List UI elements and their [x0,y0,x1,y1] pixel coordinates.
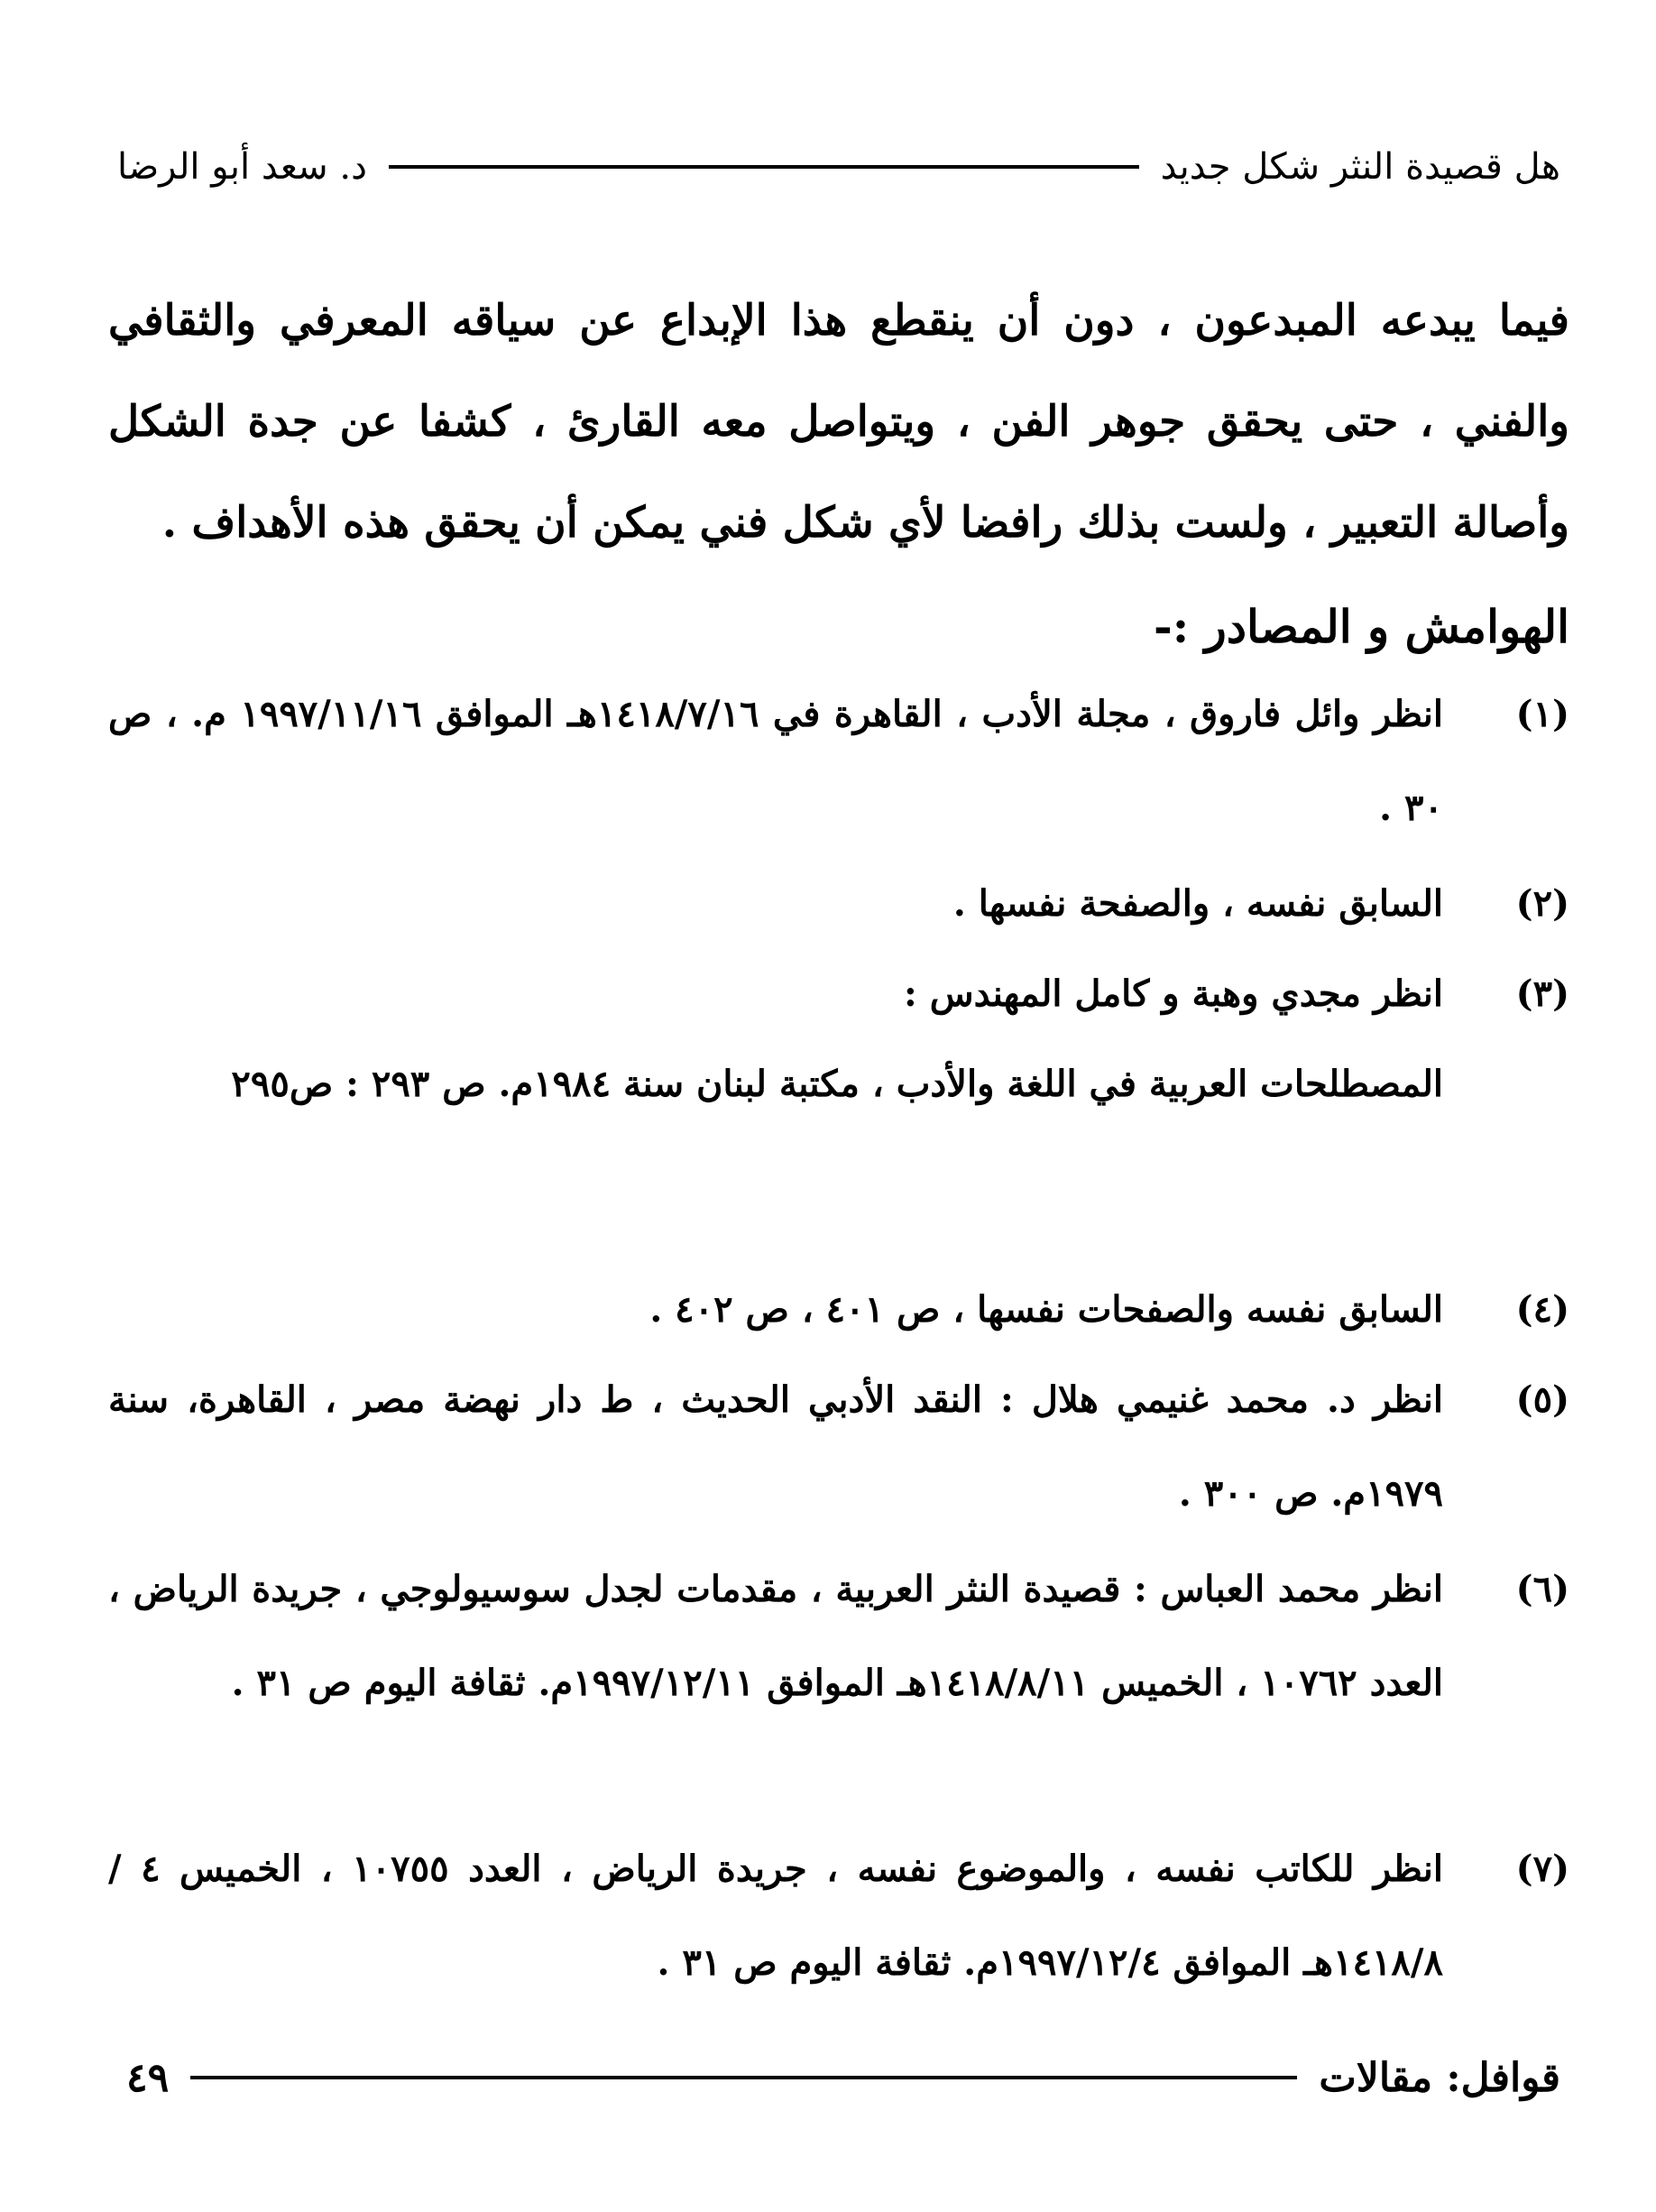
footnote-number: (٤) [1515,1288,1569,1331]
header-rule [389,165,1139,169]
footnote-number: (١) [1515,693,1569,735]
footnote-1 [108,668,1569,855]
footnote-text: السابق نفسه والصفحات نفسها ، ص ٤٠١ ، ص ٤٠٢ . [649,1288,1443,1331]
footnote-text: انظر مجدي وهبة و كامل المهندس : [904,972,1443,1015]
footnote-number: (٣) [1515,972,1569,1015]
header-title: هل قصيدة النثر شكل جديد [1160,146,1560,188]
body-paragraph: فيما يبدعه المبدعون ، دون أن ينقطع هذا الإبداع عن سياقه المعرفي والثقافي والفني ، حتى يحقق جوهر الفن ، ويتواصل معه القارئ ، كشفا عن جدة الشكل وأصالة التعبير ، ولست بذلك رافضا لأي شكل فني يمكن أن يحقق هذه الأهداف . [108,296,1569,548]
footnote-text: انظر للكاتب نفسه ، والموضوع نفسه ، جريدة الرياض ، العدد ١٠٧٥٥ ، الخميس ٤ /١٤١٨/٨هـ الموافق ١٩٩٧/١٢/٤م. ثقافة اليوم ص ٣١ . [108,1848,1443,1984]
footnote-number: (٥) [1515,1378,1569,1421]
footnote-7 [108,1822,1569,2010]
footnote-3 [108,947,1569,1041]
footnote-text: انظر وائل فاروق ، مجلة الأدب ، القاهرة في ١٤١٨/٧/١٦هـ الموافق ١٩٩٧/١١/١٦ م. ، ص ٣٠ . [108,693,1443,829]
footnote-6 [108,1543,1569,1730]
footnote-text: السابق نفسه ، والصفحة نفسها . [952,882,1443,925]
footnote-5 [108,1353,1569,1541]
footer-rule [190,2076,1297,2079]
footnote-text: انظر د. محمد غنيمي هلال : النقد الأدبي الحديث ، ط دار نهضة مصر ، القاهرة، سنة ١٩٧٩م. ص ٣٠٠ . [108,1378,1443,1515]
footnote-number: (٦) [1515,1568,1569,1610]
footer-label: قوافل: مقالات [1319,2054,1560,2101]
footnote-text: انظر محمد العباس : قصيدة النثر العربية ، مقدمات لجدل سوسيولوجي ، جريدة الرياض ، العدد ١٠٧٦٢ ، الخميس ١٤١٨/٨/١١هـ الموافق ١٩٩٧/١٢/١١م. ثقافة اليوم ص ٣١ . [108,1568,1443,1704]
page-number: ٤٩ [126,2054,170,2101]
footnote-2 [108,857,1569,951]
footnote-3-continuation: المصطلحات العربية في اللغة والأدب ، مكتبة لبنان سنة ١٩٨٤م. ص ٢٩٣ : ص٢٩٥ [231,1063,1443,1105]
section-title: الهوامش و المصادر :- [1153,600,1569,653]
running-footer [117,2046,1560,2109]
footnote-4 [108,1263,1569,1357]
footnote-number: (٧) [1515,1848,1569,1890]
header-author: د. سعد أبو الرضا [117,146,367,188]
running-header [117,135,1560,198]
footnote-number: (٢) [1515,882,1569,925]
